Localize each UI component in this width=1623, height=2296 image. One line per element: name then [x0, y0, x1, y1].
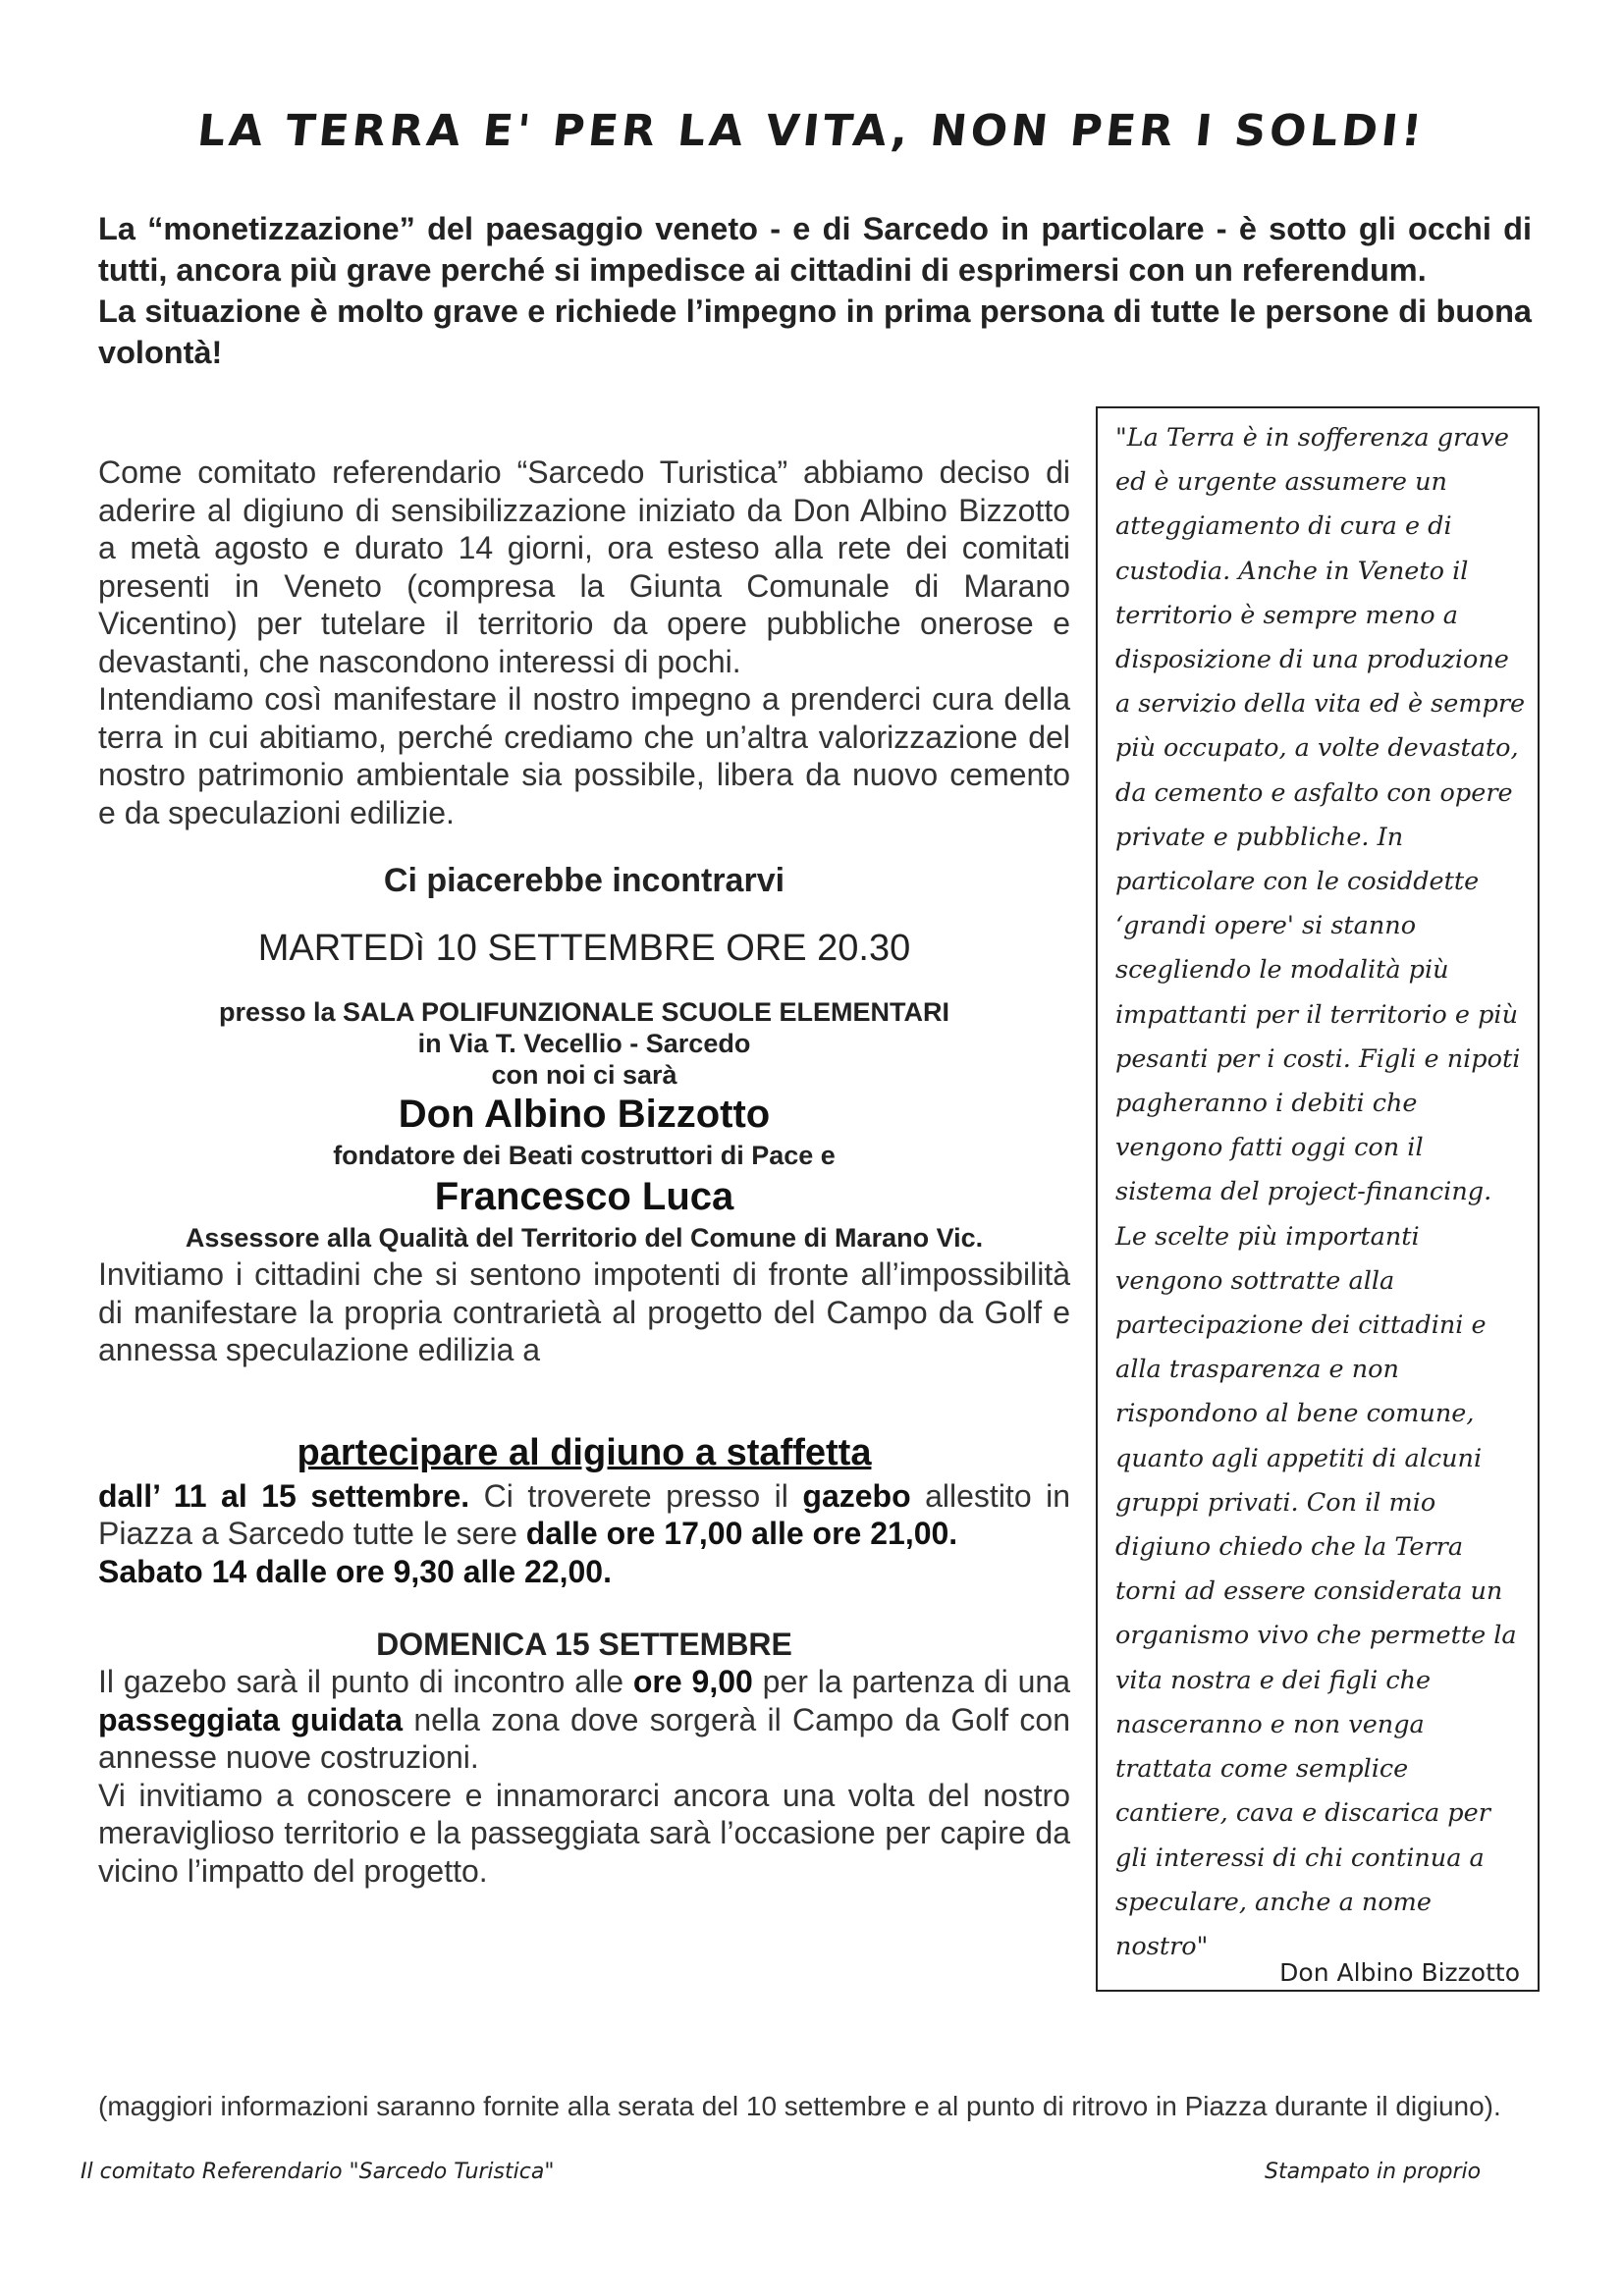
schedule-gazebo: gazebo [802, 1477, 911, 1514]
schedule-hours: dalle ore 17,00 alle ore 21,00. [525, 1516, 958, 1551]
intro-paragraph-2: La situazione è molto grave e richiede l’impegno in prima persona di tutte le persone di buona volontà! [98, 294, 1532, 370]
footer-note: (maggiori informazioni saranno fornite alla serata del 10 settembre e al punto di ritrovo in Piazza durante il digiuno). [98, 2091, 1501, 2121]
invite-paragraph: Invitiamo i cittadini che si sentono impotenti di fronte all’impossibilità di manifestare la propria contrarietà al progetto del Campo da Golf e annessa speculazione edilizia a [98, 1256, 1070, 1367]
footer-committee: Il comitato Referendario "Sarcedo Turistica" [81, 2160, 555, 2184]
schedule-text-1: Ci troverete presso il [469, 1477, 803, 1514]
speaker-2-name: Francesco Luca [434, 1175, 734, 1218]
quote-author: Don Albino Bizzotto [1279, 1958, 1520, 1987]
meeting-heading: Ci piacerebbe incontrarvi [383, 862, 785, 899]
meeting-date: MARTEDì 10 SETTEMBRE ORE 20.30 [257, 928, 911, 969]
venue-line-2: in Via T. Vecellio - Sarcedo [417, 1029, 751, 1058]
venue-line-1: presso la SALA POLIFUNZIONALE SCUOLE ELEMENTARI [218, 997, 950, 1027]
body-paragraph-1: Come comitato referendario “Sarcedo Turistica” abbiamo deciso di aderire al digiuno di sensibilizzazione iniziato da Don Albino Bizzotto a metà agosto e durato 14 giorni, ora esteso alla rete dei comitati presenti in Veneto (compresa la Giunta Comunale di Marano Vicentino) per tutelare il territorio da opere pubbliche onerose e devastanti, che nascondono interessi di pochi. [98, 454, 1070, 679]
sunday-paragraph-2: Vi invitiamo a conoscere e innamorarci ancora una volta del nostro meraviglioso territorio e la passeggiata sarà l’occasione per capire da vicino l’impatto del progetto. [98, 1777, 1070, 1889]
sunday-text-3: nella zona dove sorgerà il Campo da Golf con annesse nuove costruzioni. [98, 1701, 1071, 1775]
intro-section [98, 208, 1532, 373]
main-column [98, 454, 1070, 1890]
speaker-1-name: Don Albino Bizzotto [398, 1093, 771, 1136]
intro-paragraph-1: La “monetizzazione” del paesaggio veneto - e di Sarcedo in particolare - è sotto gli occhi di tutti, ancora più grave perché si impedisce ai cittadini di esprimersi con un referendum. [98, 211, 1532, 288]
with-us-line: con noi ci sarà [491, 1060, 677, 1090]
footer-printed: Stampato in proprio [1265, 2160, 1482, 2184]
sunday-heading: DOMENICA 15 SETTEMBRE [376, 1627, 792, 1662]
quote-text: "La Terra è in sofferenza grave ed è urgente assumere un atteggiamento di cura e di custodia. Anche in Veneto il territorio è sempre meno a disposizione di una produzione a servizio della vita ed è sempre più occupato, a volte devastato, da cemento e asfalto con opere private e pubbliche. In particolare con le cosiddette ‘grandi opere' si stanno scegliendo le modalità più impattanti per il territorio e più pesanti per i costi. Figli e nipoti pagheranno i debiti che vengono fatti oggi con il sistema del project-financing. Le scelte più importanti vengono sottratte alla partecipazione dei cittadini e alla trasparenza e non rispondono al bene comune, quanto agli appetiti di alcuni gruppi privati. Con il mio digiuno chiedo che la Terra torni ad essere considerata un organismo vivo che permette la vita nostra e dei figli che nasceranno e non venga trattata come semplice cantiere, cava e discarica per gli interessi di chi continua a speculare, anche a nome nostro" [1115, 423, 1526, 1961]
sunday-time: ore 9,00 [632, 1664, 753, 1699]
sunday-text-1: Il gazebo sarà il punto di incontro alle [98, 1664, 633, 1699]
call-to-action: partecipare al digiuno a staffetta [297, 1431, 872, 1473]
sunday-walk: passeggiata guidata [98, 1701, 404, 1737]
schedule-paragraph [98, 1477, 1070, 1591]
speaker-1-role: fondatore dei Beati costruttori di Pace e [333, 1141, 836, 1170]
body-paragraph-2: Intendiamo così manifestare il nostro impegno a prenderci cura della terra in cui abitiamo, perché crediamo che un’altra valorizzazione del nostro patrimonio ambientale sia possibile, libera da nuovo cemento e da speculazioni edilizie. [98, 681, 1070, 830]
sunday-paragraph-1 [98, 1663, 1070, 1777]
speaker-2-role: Assessore alla Qualità del Territorio del Comune di Marano Vic. [185, 1223, 984, 1253]
schedule-saturday: Sabato 14 dalle ore 9,30 alle 22,00. [98, 1553, 612, 1589]
sunday-text-2: per la partenza di una [752, 1664, 1071, 1699]
page-title: LA TERRA E' PER LA VITA, NON PER I SOLDI! [194, 106, 1429, 156]
schedule-dates: dall’ 11 al 15 settembre. [98, 1477, 470, 1514]
schedule-text-2: allestito in Piazza a Sarcedo tutte le sere [98, 1477, 1071, 1551]
venue-block [98, 996, 1070, 1091]
